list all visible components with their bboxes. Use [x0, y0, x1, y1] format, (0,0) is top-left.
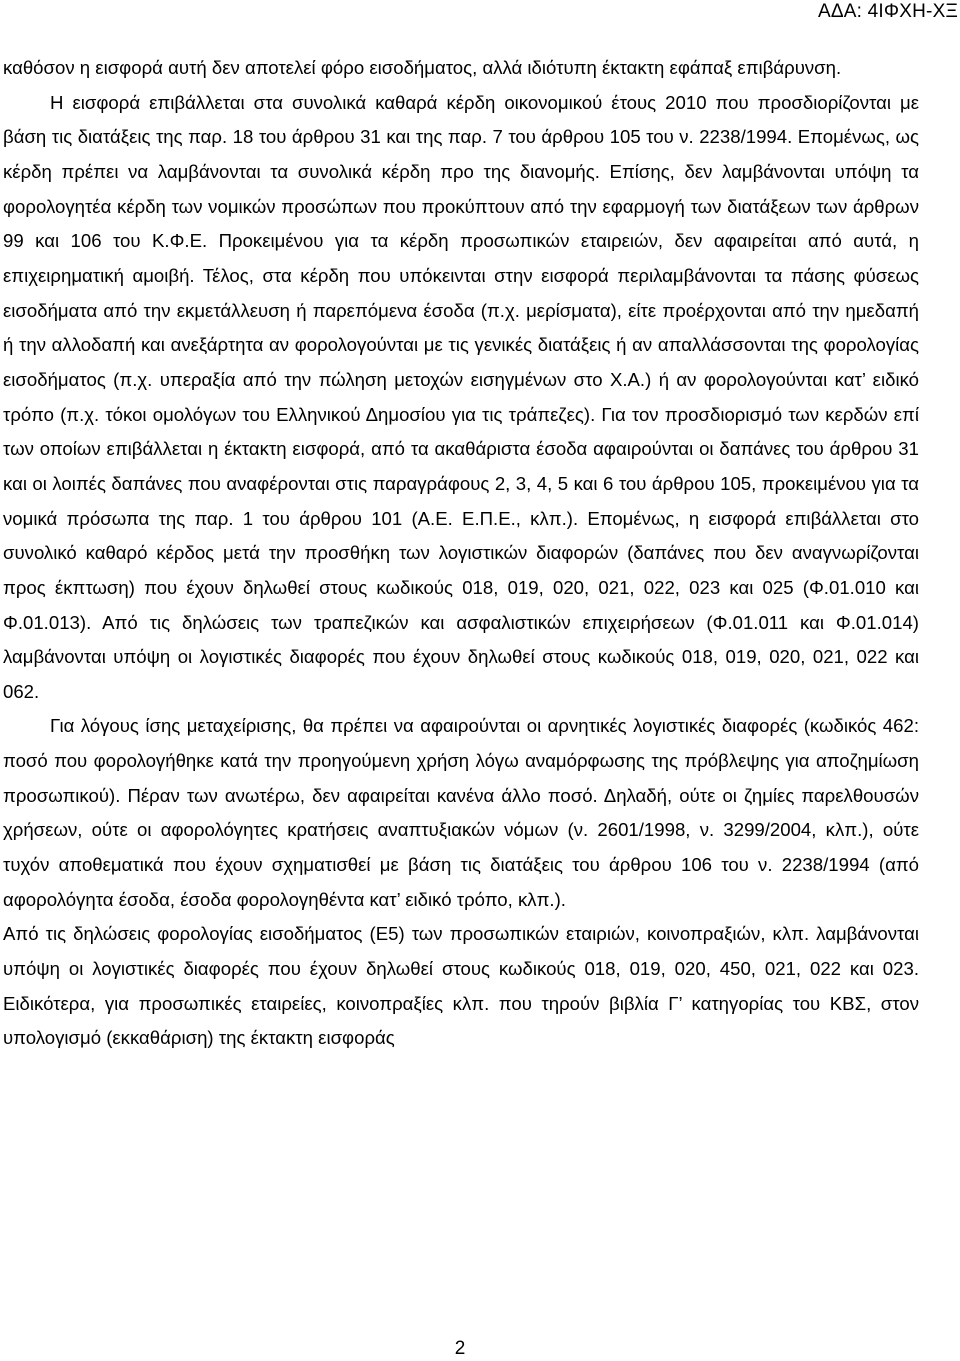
- paragraph: καθόσον η εισφορά αυτή δεν αποτελεί φόρο εισοδήματος, αλλά ιδιότυπη έκτακτη εφάπαξ επιβάρυνση.: [3, 57, 842, 78]
- paragraph: Για λόγους ίσης μεταχείρισης, θα πρέπει να αφαιρούνται οι αρνητικές λογιστικές διαφορές (κωδικός 462: ποσό που φορολογήθηκε κατά την προηγούμενη χρήση λόγω αναμόρφωσης της πρόβλεψης για αποζημίωση προσωπικού). Πέραν των ανωτέρω, δεν αφαιρείται κανένα άλλο ποσό. Δηλαδή, ούτε οι ζημίες παρελθουσών χρήσεων, ούτε οι αφορολόγητες κρατήσεις αναπτυξιακών νόμων (ν. 2601/1998, ν. 3299/2004, κλπ.), ούτε τυχόν αποθεματικά που έχουν σχηματισθεί με βάση τις διατάξεις του άρθρου 106 του ν. 2238/1994 (από αφορολόγητα έσοδα, έσοδα φορολογηθέντα κατ’ ειδικό τρόπο, κλπ.).: [3, 715, 919, 910]
- paragraph: Η εισφορά επιβάλλεται στα συνολικά καθαρά κέρδη οικονομικού έτους 2010 που προσδιορίζονται με βάση τις διατάξεις της παρ. 18 του άρθρου 31 και της παρ. 7 του άρθρου 105 του ν. 2238/1994. Επομένως, ως κέρδη πρέπει να λαμβάνονται τα συνολικά κέρδη προ της διανομής. Επίσης, δεν λαμβάνονται υπόψη τα φορολογητέα κέρδη των νομικών προσώπων που προκύπτουν από την εφαρμογή των διατάξεων των άρθρων 99 και 106 του Κ.Φ.Ε. Προκειμένου για τα κέρδη προσωπικών εταιρειών, δεν αφαιρείται από αυτά, η επιχειρηματική αμοιβή. Τέλος, στα κέρδη που υπόκεινται στην εισφορά περιλαμβάνονται τα πάσης φύσεως εισοδήματα από την εκμετάλλευση ή παρεπόμενα έσοδα (π.χ. μερίσματα), είτε προέρχονται από την ημεδαπή ή την αλλοδαπή και ανεξάρτητα αν φορολογούνται με τις γενικές διατάξεις ή αν απαλλάσσονται της φορολογίας εισοδήματος (π.χ. υπεραξία από την πώληση μετοχών εισηγμένων στο Χ.Α.) ή αν φορολογούνται κατ’ ειδικό τρόπο (π.χ. τόκοι ομολόγων του Ελληνικού Δημοσίου για τις τράπεζες). Για τον προσδιορισμό των κερδών επί των οποίων επιβάλλεται η έκτακτη εισφορά, από τα ακαθάριστα έσοδα αφαιρούνται οι δαπάνες του άρθρου 31 και οι λοιπές δαπάνες που αναφέρονται στις παραγράφους 2, 3, 4, 5 και 6 του άρθρου 105, προκειμένου για τα νομικά πρόσωπα της παρ. 1 του άρθρου 101 (Α.Ε. Ε.Π.Ε., κλπ.). Επομένως, η εισφορά επιβάλλεται στο συνολικό καθαρό κέρδος μετά την προσθήκη των λογιστικών διαφορών (δαπάνες που δεν αναγνωρίζονται προς έκπτωση) που έχουν δηλωθεί στους κωδικούς 018, 019, 020, 021, 022, 023 και 025 (Φ.01.010 και Φ.01.013). Από τις δηλώσεις των τραπεζικών και ασφαλιστικών επιχειρήσεων (Φ.01.011 και Φ.01.014) λαμβάνονται υπόψη οι λογιστικές διαφορές που έχουν δηλωθεί στους κωδικούς 018, 019, 020, 021, 022 και 062.: [3, 91, 919, 702]
- paragraph: Από τις δηλώσεις φορολογίας εισοδήματος (Ε5) των προσωπικών εταιριών, κοινοπραξιών, κλπ. λαμβάνονται υπόψη οι λογιστικές διαφορές που έχουν δηλωθεί στους κωδικούς 018, 019, 020, 450, 021, 022 και 023. Ειδικότερα, για προσωπικές εταιρείες, κοινοπραξίες κλπ. που τηρούν βιβλία Γ’ κατηγορίας του ΚΒΣ, στον υπολογισμό (εκκαθάριση) της έκτακτη εισφοράς: [3, 923, 919, 1049]
- page-number: 2: [454, 1338, 466, 1359]
- document-body: [3, 51, 919, 1056]
- ada-code: ΑΔΑ: 4ΙΦΧΗ-ΧΞ: [818, 1, 958, 22]
